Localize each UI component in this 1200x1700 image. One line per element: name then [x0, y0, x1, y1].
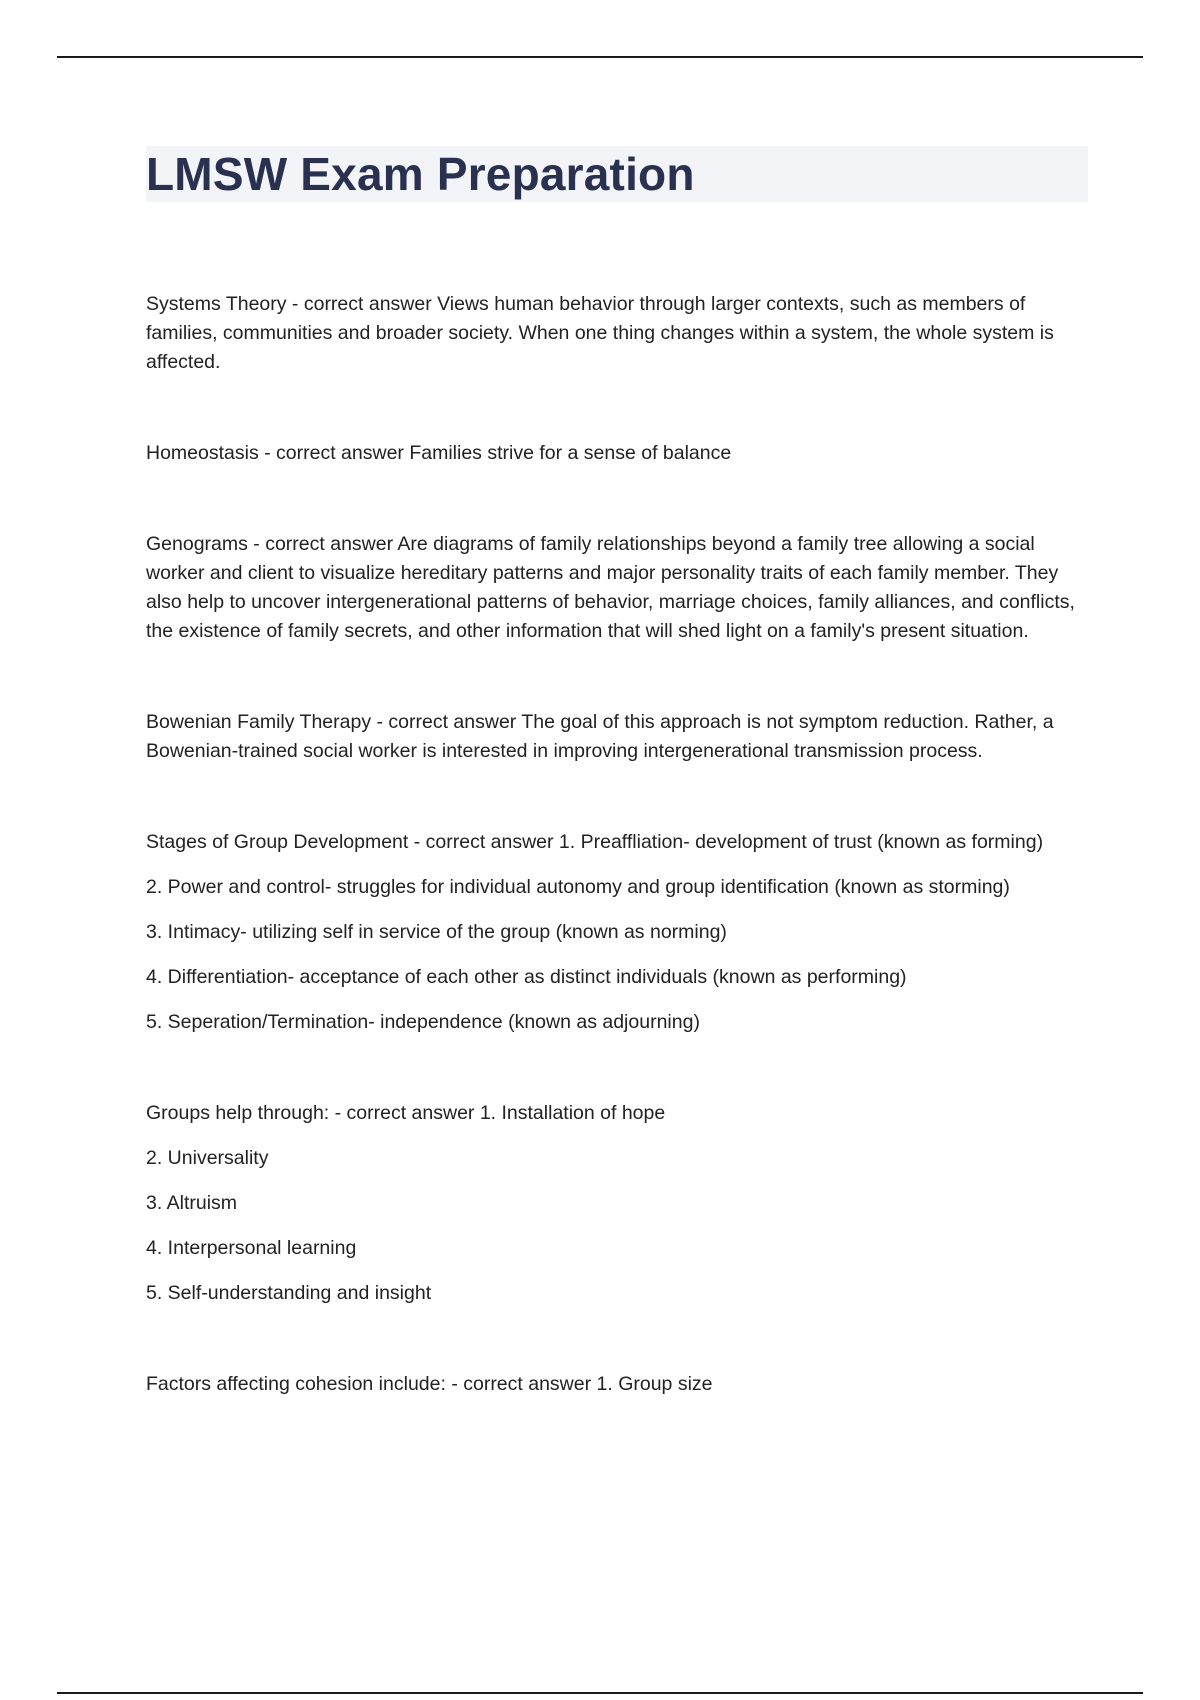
list-item: 3. Altruism: [146, 1192, 238, 1214]
entry-text: Factors affecting cohesion include: - correct answer 1. Group size: [146, 1373, 713, 1395]
entry-stages-of-group-development: [146, 828, 1086, 1037]
entry-homeostasis: [146, 439, 1086, 468]
entry-factors-affecting-cohesion: [146, 1370, 1086, 1399]
list-item: 2. Power and control- struggles for individual autonomy and group identification (known as storming): [146, 876, 1010, 898]
list-item: 5. Self-understanding and insight: [146, 1282, 432, 1304]
list-item: 4. Differentiation- acceptance of each other as distinct individuals (known as performing): [146, 966, 907, 988]
document-title: LMSW Exam Preparation: [146, 148, 695, 200]
list-item: 4. Interpersonal learning: [146, 1237, 357, 1259]
entry-text: Bowenian Family Therapy - correct answer The goal of this approach is not symptom reduction. Rather, a Bowenian-trained social worker is interested in improving intergenerational transmission process.: [146, 711, 1054, 762]
entry-text: Systems Theory - correct answer Views human behavior through larger contexts, such as members of families, communities and broader society. When one thing changes within a system, the whole system is affected.: [146, 293, 1054, 373]
bottom-rule: [57, 1692, 1143, 1694]
entry-text: Homeostasis - correct answer Families strive for a sense of balance: [146, 442, 732, 464]
entry-text: Genograms - correct answer Are diagrams of family relationships beyond a family tree allowing a social worker and client to visualize hereditary patterns and major personality traits of each family member. They also help to uncover intergenerational patterns of behavior, marriage choices, family alliances, and conflicts, the existence of family secrets, and other information that will shed light on a family's present situation.: [146, 533, 1075, 642]
entry-systems-theory: [146, 290, 1086, 377]
list-item: 2. Universality: [146, 1147, 269, 1169]
document-body: [146, 290, 1086, 1461]
top-rule: [57, 56, 1143, 58]
entry-bowenian-family-therapy: [146, 708, 1086, 766]
entry-text: Stages of Group Development - correct answer 1. Preaffliation- development of trust (known as forming): [146, 831, 1044, 853]
entry-genograms: [146, 530, 1086, 646]
entry-text: Groups help through: - correct answer 1. Installation of hope: [146, 1102, 666, 1124]
list-item: 3. Intimacy- utilizing self in service of the group (known as norming): [146, 921, 727, 943]
list-item: 5. Seperation/Termination- independence (known as adjourning): [146, 1011, 700, 1033]
entry-groups-help-through: [146, 1099, 1086, 1308]
